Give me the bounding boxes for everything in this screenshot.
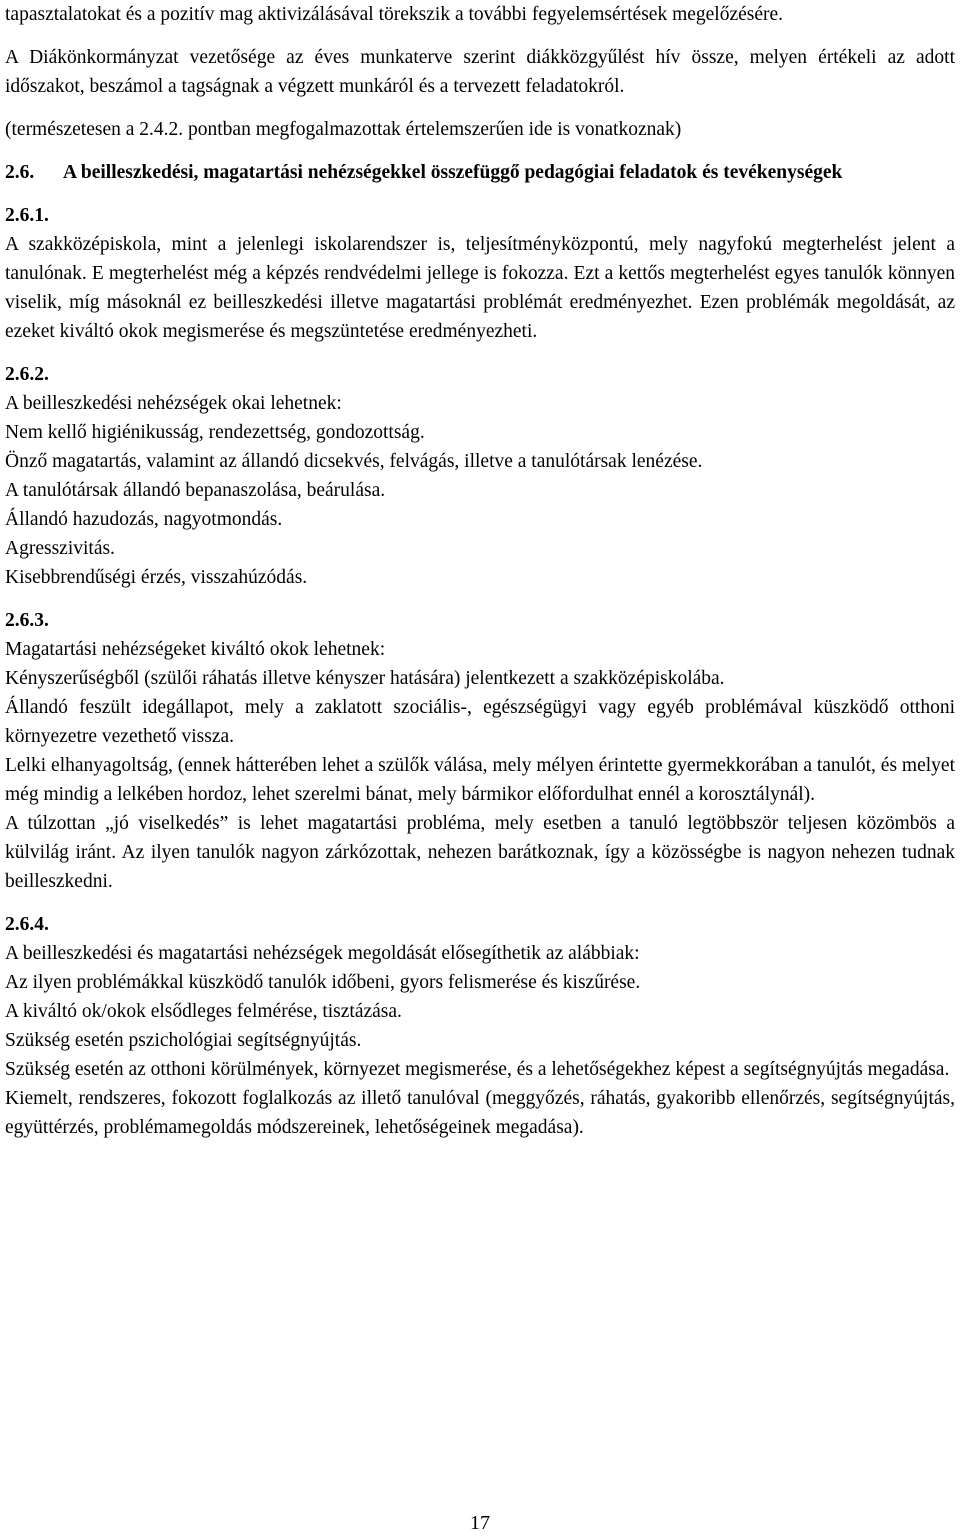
list-paragraph: Kiemelt, rendszeres, fokozott foglalkozás az illető tanulóval (meggyőzés, ráhatás, gyakoribb ellenőrzés, segítségnyújtás, együttérzés, problémamegoldás módszereinek, lehetőségeinek megadása). (5, 1088, 955, 1138)
list-item: A beilleszkedési és magatartási nehézségek megoldását elősegíthetik az alábbiak: (5, 943, 640, 964)
list-item: Kisebbrendűségi érzés, visszahúzódás. (5, 567, 308, 588)
list-item: A tanulótársak állandó bepanaszolása, beárulása. (5, 480, 386, 501)
intro-paragraph-2: A Diákönkormányzat vezetősége az éves munkaterve szerint diákközgyűlést hív össze, melyen értékeli az adott időszakot, beszámol a tagságnak a végzett munkáról és a tervezett feladatokról. (5, 47, 955, 97)
list-paragraph: A túlzottan „jó viselkedés” is lehet magatartási probléma, mely esetben a tanuló legtöbbször teljesen közömbös a külvilág iránt. Az ilyen tanulók nagyon zárkózottak, nehezen barátkoznak, így a közösségbe is nagyon nehezen tudnak beilleszkedni. (5, 813, 955, 892)
list-item: Kényszerűségből (szülői ráhatás illetve kényszer hatására) jelentkezett a szakközépiskolába. (5, 668, 725, 689)
section-number: 2.6. (5, 162, 35, 183)
subsection-number-261: 2.6.1. (5, 205, 49, 226)
intro-note: (természetesen a 2.4.2. pontban megfogalmazottak értelemszerűen ide is vonatkoznak) (5, 119, 682, 140)
list-item: Szükség esetén pszichológiai segítségnyújtás. (5, 1030, 362, 1051)
subsection-text-261: A szakközépiskola, mint a jelenlegi iskolarendszer is, teljesítményközpontú, mely nagyfokú megterhelést jelent a tanulónak. E megterhelést még a képzés rendvédelmi jellege is fokozza. Ezt a kettős megterhelést egyes tanulók könnyen viselik, míg másoknál ez beilleszkedési illetve magatartási problémát eredményezhet. Ezen problémák megoldását, az ezeket kiváltó okok megismerése és megszüntetése eredményezheti. (5, 234, 955, 342)
intro-paragraph-1: tapasztalatokat és a pozitív mag aktivizálásával törekszik a további fegyelemsértések megelőzésére. (5, 4, 784, 25)
document-page (5, 0, 955, 1142)
page-number: 17 (470, 1512, 490, 1534)
subsection-number-262: 2.6.2. (5, 364, 49, 385)
list-paragraph: Állandó feszült idegállapot, mely a zaklatott szociális-, egészségügyi vagy egyéb problémával küszködő otthoni környezetre vezethető vissza. (5, 697, 955, 747)
subsection-number-263: 2.6.3. (5, 610, 49, 631)
list-item: Nem kellő higiénikusság, rendezettség, gondozottság. (5, 422, 425, 443)
list-item: A kiváltó ok/okok elsődleges felmérése, tisztázása. (5, 1001, 402, 1022)
section-heading (5, 158, 955, 187)
list-item: Önző magatartás, valamint az állandó dicsekvés, felvágás, illetve a tanulótársak lenézése. (5, 451, 703, 472)
subsection-number-264: 2.6.4. (5, 914, 49, 935)
list-item: Agresszivitás. (5, 538, 115, 559)
list-item: Állandó hazudozás, nagyotmondás. (5, 509, 283, 530)
list-paragraph: Lelki elhanyagoltság, (ennek hátterében lehet a szülők válása, mely mélyen érintette gyermekkorában a tanulót, és melyet még mindig a lelkében hordoz, lehet szerelmi bánat, mely bármikor előfordulhat ennél a korosztálynál). (5, 755, 955, 805)
list-item: A beilleszkedési nehézségek okai lehetnek: (5, 393, 342, 414)
list-item: Az ilyen problémákkal küszködő tanulók időbeni, gyors felismerése és kiszűrése. (5, 972, 641, 993)
section-title: A beilleszkedési, magatartási nehézségekkel összefüggő pedagógiai feladatok és tevékenységek (63, 162, 843, 183)
list-item: Magatartási nehézségeket kiváltó okok lehetnek: (5, 639, 386, 660)
list-paragraph: Szükség esetén az otthoni körülmények, környezet megismerése, és a lehetőségekhez képest a segítségnyújtás megadása. (5, 1059, 950, 1080)
